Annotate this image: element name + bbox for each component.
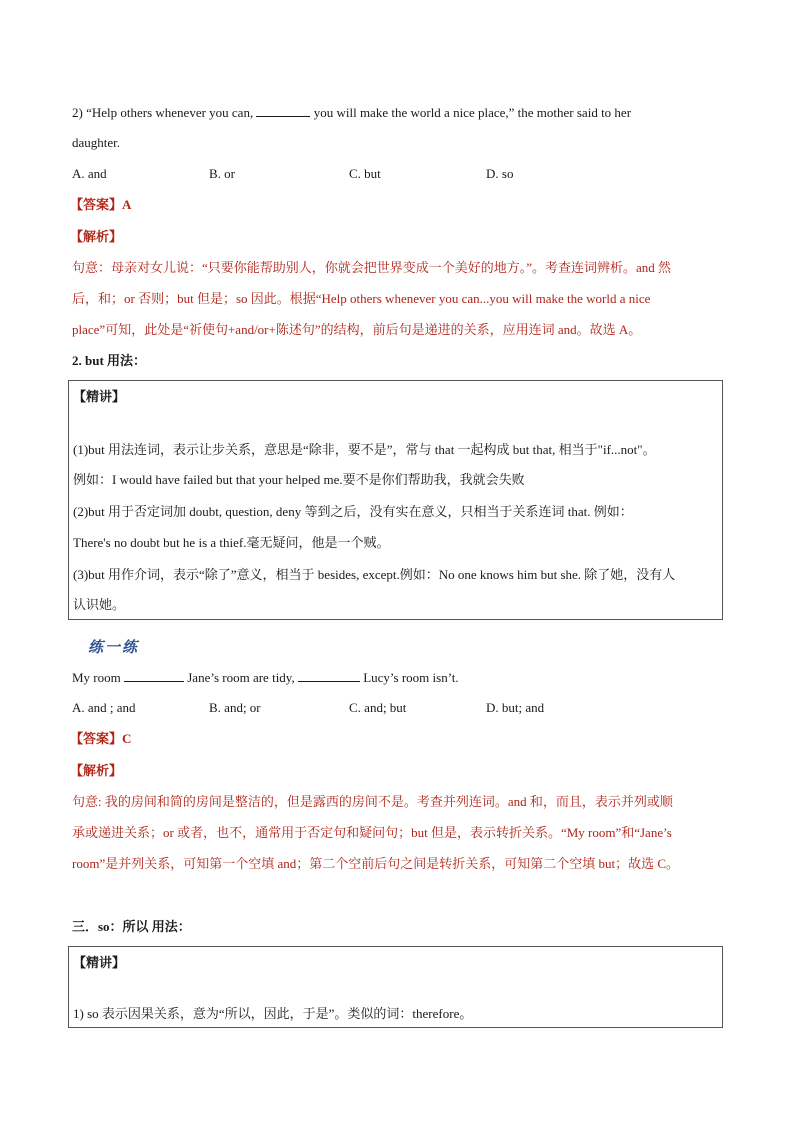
practice-analysis-line-2: 承或递进关系；or 或者，也不，通常用于否定句和疑问句；but 但是，表示转折关系。“My room”和“Jane’s	[72, 825, 672, 840]
practice-analysis-line-1: 句意: 我的房间和简的房间是整洁的，但是露西的房间不是。考查并列连词。and 和，而且，表示并列或顺	[72, 794, 673, 809]
practice-analysis-line-3: room”是并列关系，可知第一个空填 and；第二个空前后句之间是转折关系，可知第二个空填 but；故选 C。	[72, 856, 680, 871]
box-title: 【精讲】	[73, 389, 126, 404]
option-a: A. and	[72, 166, 107, 181]
answer-blank	[256, 104, 310, 117]
question-2-line-2: daughter.	[72, 135, 121, 150]
answer-blank-1	[124, 669, 184, 682]
explanation-box-so	[68, 946, 723, 1028]
option-b: B. or	[209, 166, 235, 181]
box-so-line-1: 1) so 表示因果关系，意为“所以，因此，于是”。类似的词：therefore。	[73, 1006, 473, 1021]
practice-option-b: B. and; or	[209, 700, 261, 715]
section-heading-so: 三．so：所以 用法：	[72, 919, 191, 934]
practice-option-d: D. but; and	[486, 700, 545, 715]
answer-label: 【答案】A	[70, 197, 132, 212]
practice-question: My room Jane’s room are tidy, Lucy’s room isn’t.	[72, 670, 459, 685]
option-d: D. so	[486, 166, 514, 181]
analysis-line-3: place”可知，此处是“祈使句+and/or+陈述句”的结构，前后句是递进的关系，应用连词 and。故选 A。	[72, 322, 642, 337]
section-heading-but: 2. but 用法：	[72, 353, 147, 368]
practice-answer-label: 【答案】C	[70, 731, 132, 746]
practice-heading: 练一练	[88, 640, 140, 656]
box-line-3: (2)but 用于否定词加 doubt, question, deny 等到之后，没有实在意义，只相当于关系连词 that. 例如：	[73, 504, 633, 519]
question-2-line-1: 2) “Help others whenever you can, you will make the world a nice place,” the mother said to her	[72, 105, 632, 120]
box-line-1: (1)but 用法连词，表示让步关系，意思是“除非，要不是”，常与 that 一起构成 but that, 相当于"if...not"。	[73, 442, 656, 457]
answer-blank-2	[298, 669, 360, 682]
analysis-line-1: 句意：母亲对女儿说：“只要你能帮助别人，你就会把世界变成一个美好的地方。”。考查连词辨析。and 然	[72, 260, 672, 275]
box-title-so: 【精讲】	[73, 955, 126, 970]
practice-option-c: C. and; but	[349, 700, 407, 715]
box-line-5: (3)but 用作介词，表示“除了”意义，相当于 besides, except.例如：No one knows him but she. 除了她，没有人	[73, 567, 676, 582]
analysis-line-2: 后，和；or 否则；but 但是；so 因此。根据“Help others whenever you can...you will make the world a nice	[72, 291, 651, 306]
analysis-label: 【解析】	[70, 229, 123, 244]
practice-option-a: A. and ; and	[72, 700, 136, 715]
option-c: C. but	[349, 166, 381, 181]
explanation-box-but	[68, 380, 723, 620]
box-line-4: There's no doubt but he is a thief.毫无疑问，他是一个贼。	[73, 535, 390, 550]
box-line-2: 例如：I would have failed but that your helped me.要不是你们帮助我，我就会失败	[73, 472, 525, 487]
box-line-6: 认识她。	[73, 597, 126, 612]
practice-analysis-label: 【解析】	[70, 763, 123, 778]
